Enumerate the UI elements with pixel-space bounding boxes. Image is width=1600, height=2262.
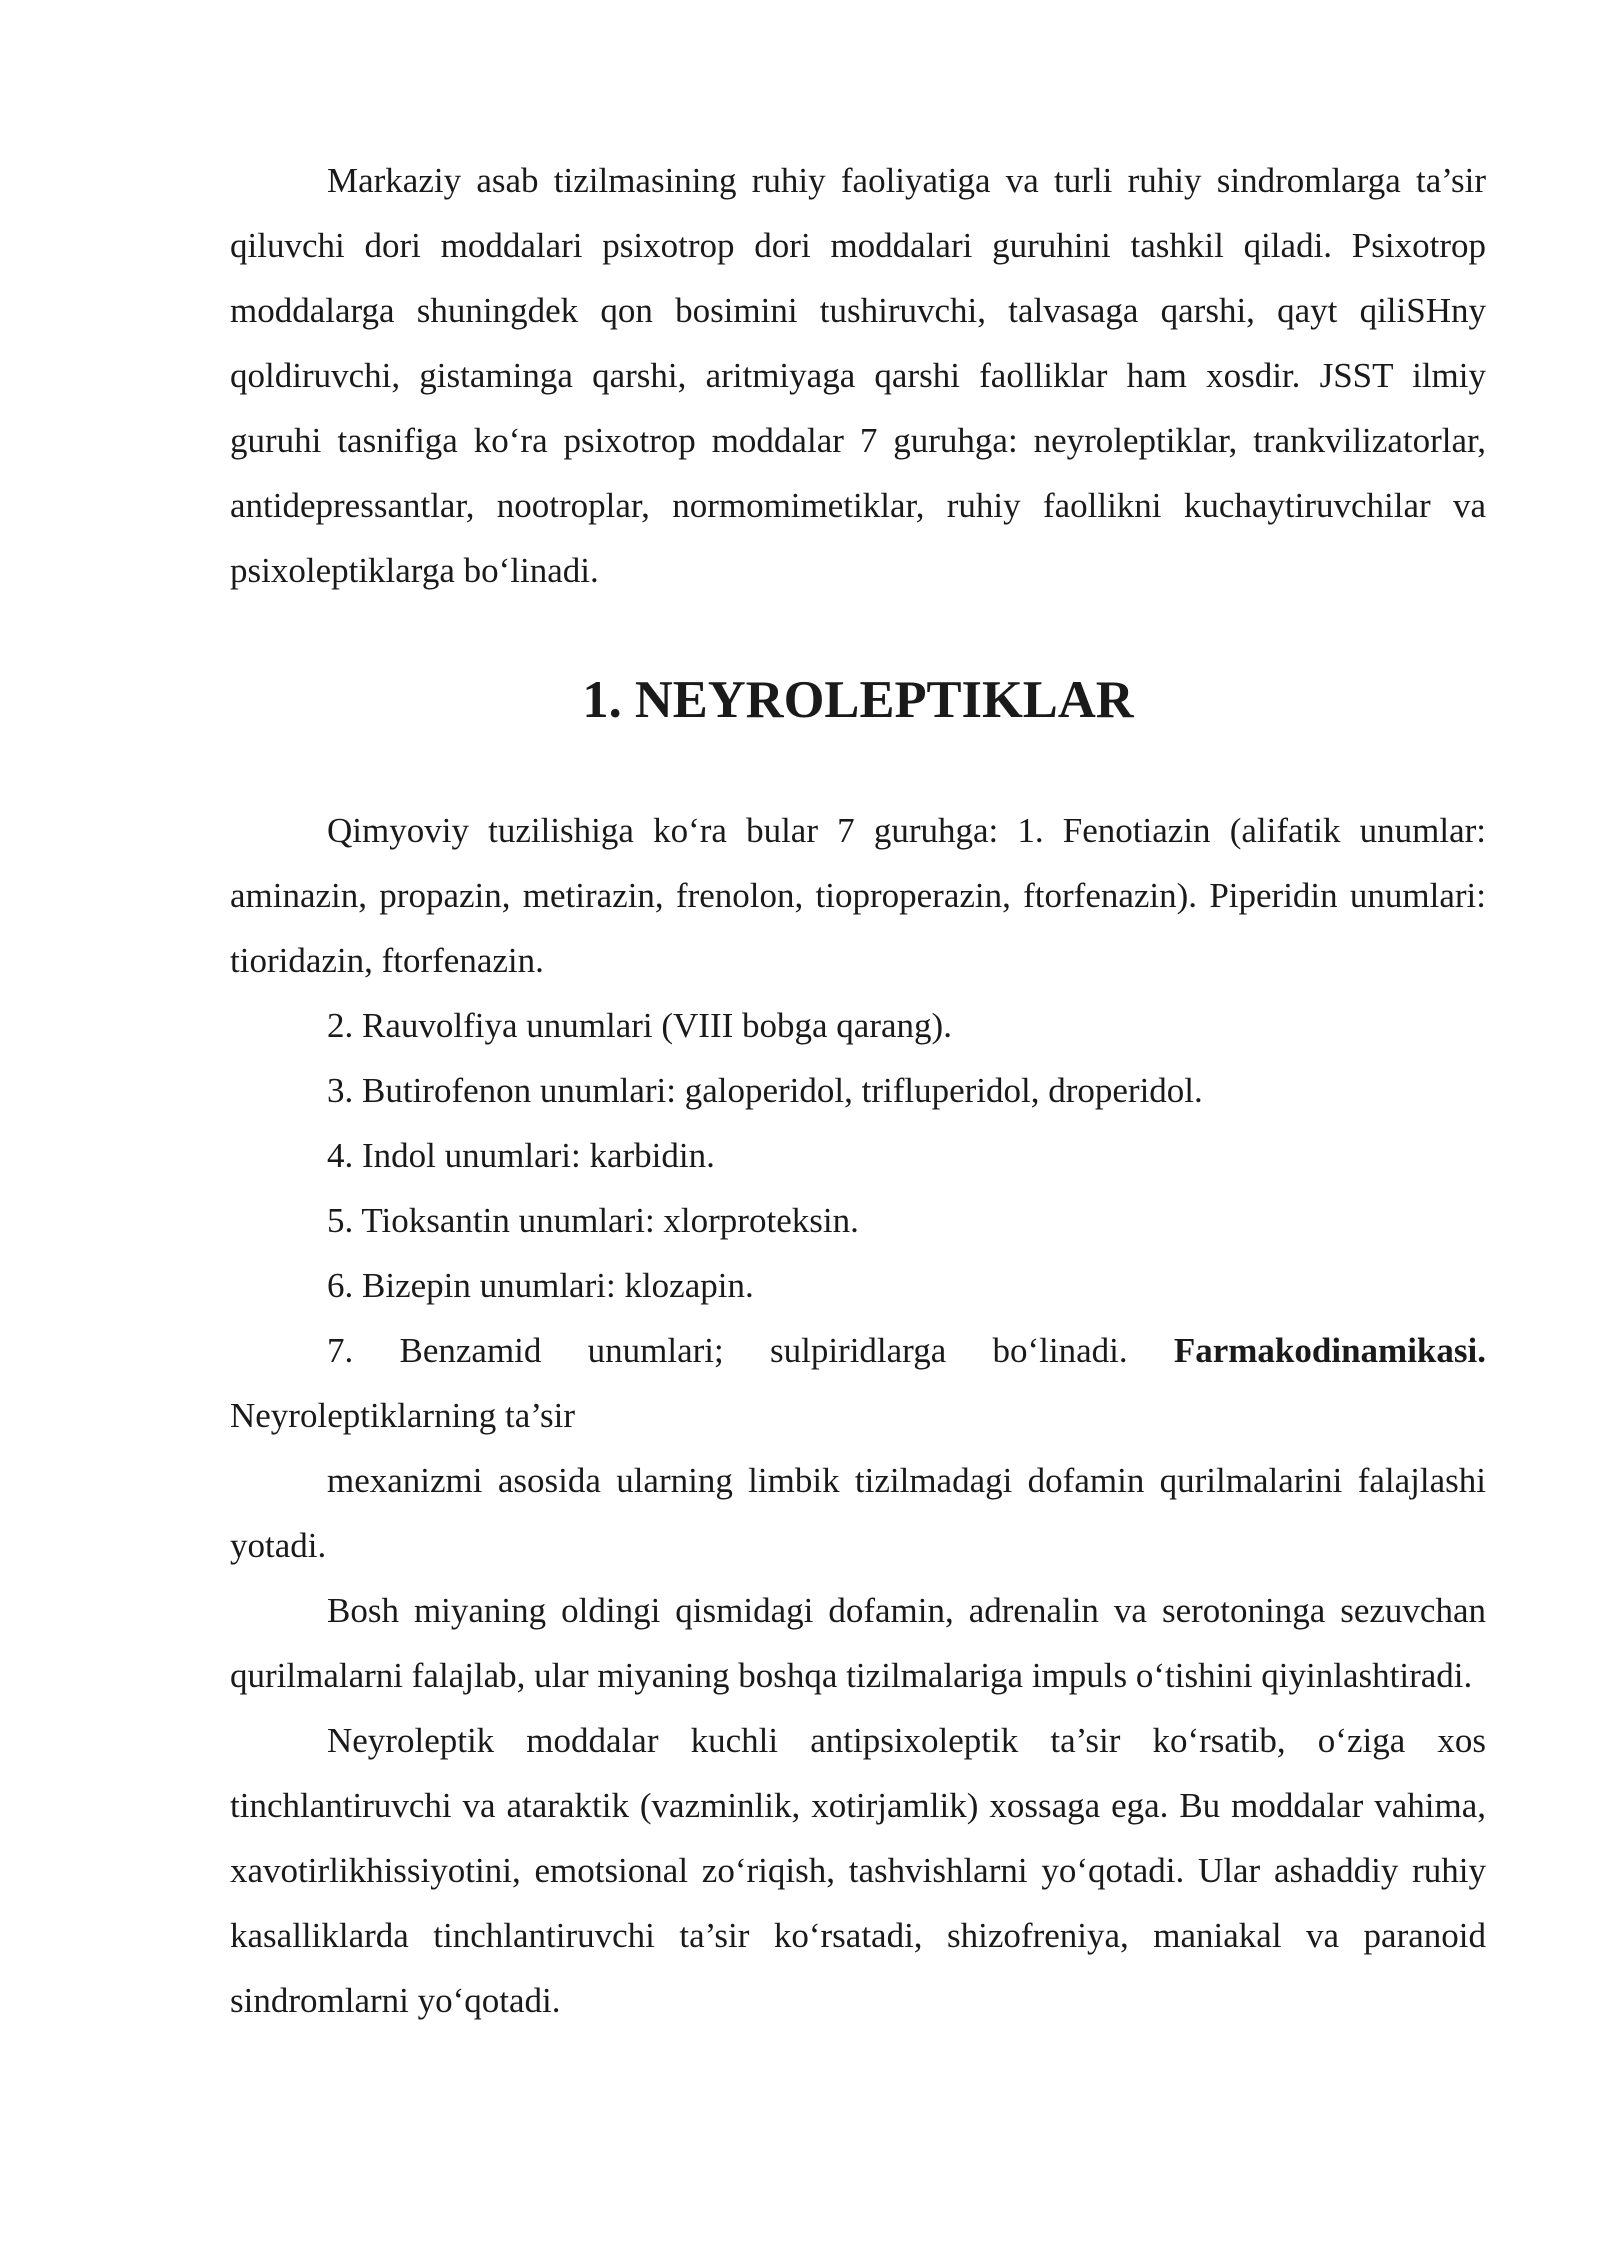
list-item-7-continuation: Neyroleptiklarning ta’sir <box>230 1396 576 1435</box>
neuroleptic-effects-paragraph: Neyroleptik moddalar kuchli antipsixoleptik ta’sir ko‘rsatib, o‘ziga xos tinchlantiruvchi va ataraktik (vazminlik, xotirjamlik) xossaga ega. Bu moddalar vahima, xavotirlikhissiyotini, emotsional zo‘riqish, tashvishlarni yo‘qotadi. Ular ashaddiy ruhiy kasalliklarda tinchlantiruvchi ta’sir ko‘rsatadi, shizofreniya, maniakal va paranoid sindromlarni yo‘qotadi. <box>230 1721 1486 2020</box>
brain-paragraph: Bosh miyaning oldingi qismidagi dofamin, adrenalin va serotoninga sezuvchan qurilmalarni falajlab, ular miyaning boshqa tizilmalariga impuls o‘tishini qiyinlashtiradi. <box>230 1591 1486 1695</box>
document-page <box>230 148 1486 2033</box>
spacer <box>230 733 1486 798</box>
section-heading: 1. NEYROLEPTIKLAR <box>582 671 1134 729</box>
list-item: 6. Bizepin unumlari: klozapin. <box>327 1266 754 1305</box>
list-item-7-text: 7. Benzamid unumlari; sulpiridlarga bo‘linadi. <box>327 1331 1128 1370</box>
list-item: 3. Butirofenon unumlari: galoperidol, trifluperidol, droperidol. <box>327 1071 1203 1110</box>
list-item: 4. Indol unumlari: karbidin. <box>327 1136 715 1175</box>
classification-paragraph: Qimyoviy tuzilishiga ko‘ra bular 7 guruhga: 1. Fenotiazin (alifatik unumlar: aminazin, propazin, metirazin, frenolon, tioproperazin, ftorfenazin). Piperidin unumlari: tioridazin, ftorfenazin. <box>230 811 1486 980</box>
spacer <box>230 603 1486 668</box>
mechanism-paragraph: mexanizmi asosida ularning limbik tizilmadagi dofamin qurilmalarini falajlashi yotadi. <box>230 1461 1486 1565</box>
pharmacodynamics-label: Farmakodinamikasi. <box>1173 1331 1486 1370</box>
list-item-7 <box>230 1318 1486 1383</box>
intro-paragraph: Markaziy asab tizilmasining ruhiy faoliyatiga va turli ruhiy sindromlarga ta’sir qiluvchi dori moddalari psixotrop dori moddalari guruhini tashkil qiladi. Psixotrop moddalarga shuningdek qon bosimini tushiruvchi, talvasaga qarshi, qayt qiliSHny qoldiruvchi, gistaminga qarshi, aritmiyaga qarshi faolliklar ham xosdir. JSST ilmiy guruhi tasnifiga ko‘ra psixotrop moddalar 7 guruhga: neyroleptiklar, trankvilizatorlar, antidepressantlar, nootroplar, normomimetiklar, ruhiy faollikni kuchaytiruvchilar va psixoleptiklarga bo‘linadi. <box>230 161 1486 590</box>
list-item: 2. Rauvolfiya unumlari (VIII bobga qarang). <box>327 1006 952 1045</box>
list-item: 5. Tioksantin unumlari: xlorproteksin. <box>327 1201 859 1240</box>
